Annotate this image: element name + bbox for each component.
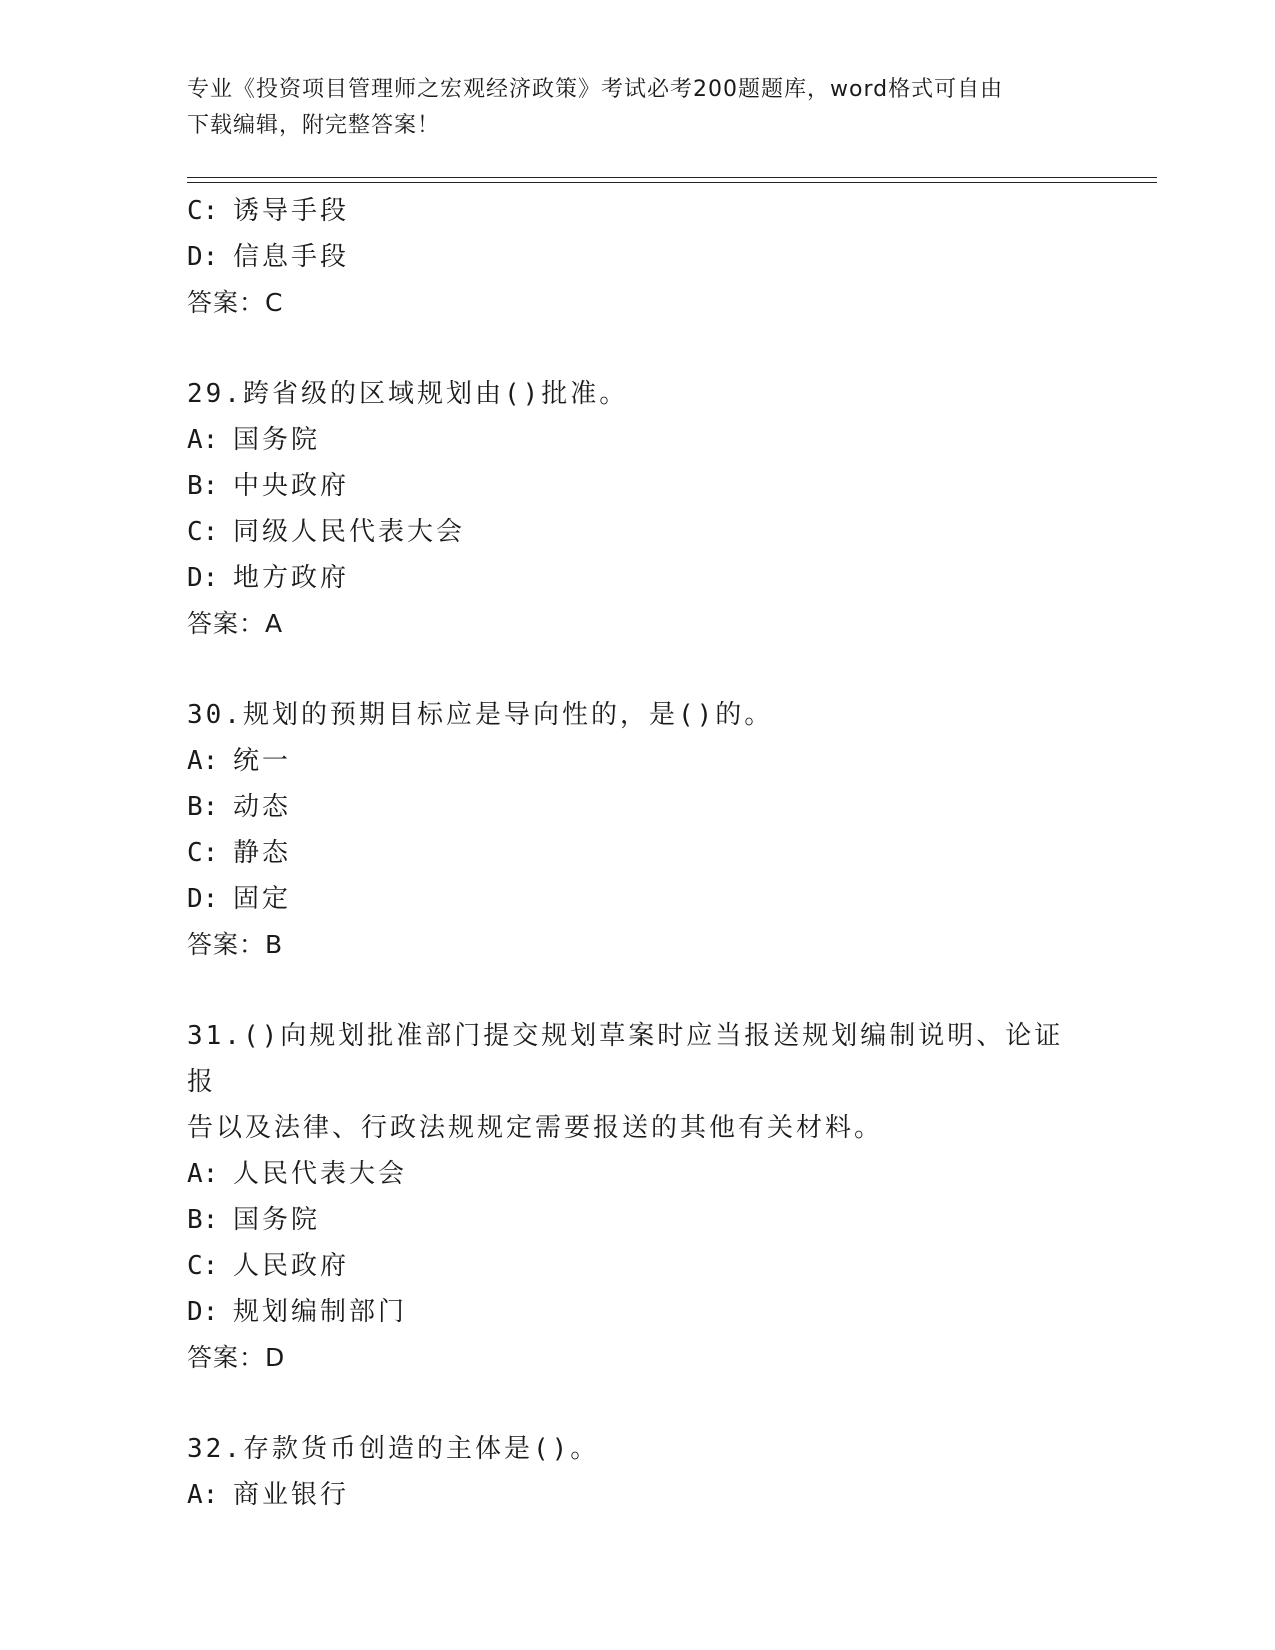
option-a <box>187 738 1087 784</box>
option-letter: C: <box>187 1251 219 1281</box>
option-b <box>187 1197 1087 1243</box>
answer-line: 答案：C <box>187 288 284 317</box>
option-b <box>187 784 1087 830</box>
question-stem: 32.存款货币创造的主体是()。 <box>187 1434 600 1464</box>
option-text: 动态 <box>233 792 292 822</box>
option-letter: D: <box>187 1297 219 1327</box>
option-d <box>187 555 1087 601</box>
option-text: 中央政府 <box>233 471 350 501</box>
question-stem-line-2: 告以及法律、行政法规规定需要报送的其他有关材料。 <box>187 1113 884 1143</box>
option-letter: A: <box>187 425 219 455</box>
option-text: 地方政府 <box>233 563 350 593</box>
option-a <box>187 417 1087 463</box>
option-c <box>187 509 1087 555</box>
option-text: 规划编制部门 <box>233 1297 408 1327</box>
option-a <box>187 1151 1087 1197</box>
option-letter: C: <box>187 838 219 868</box>
option-text: 固定 <box>233 884 292 914</box>
answer-line: 答案：D <box>187 1343 286 1372</box>
option-text: 静态 <box>233 838 292 868</box>
option-letter: C: <box>187 517 219 547</box>
option-letter: A: <box>187 1480 219 1510</box>
option-text: 人民代表大会 <box>233 1159 408 1189</box>
option-d <box>187 234 1087 280</box>
question-31 <box>187 1013 1087 1381</box>
option-letter: B: <box>187 1205 219 1235</box>
option-c <box>187 1243 1087 1289</box>
option-c <box>187 188 1087 234</box>
question-32 <box>187 1426 1087 1518</box>
option-text: 统一 <box>233 746 292 776</box>
option-text: 国务院 <box>233 425 321 455</box>
option-c <box>187 830 1087 876</box>
header-divider-bottom <box>187 182 1157 183</box>
question-30 <box>187 692 1087 968</box>
option-letter: B: <box>187 471 219 501</box>
option-b <box>187 463 1087 509</box>
header-line-1: 专业《投资项目管理师之宏观经济政策》考试必考200题题库，word格式可自由 <box>187 77 1004 102</box>
question-stem: 29.跨省级的区域规划由()批准。 <box>187 379 629 409</box>
question-list <box>187 188 1087 1518</box>
option-letter: A: <box>187 746 219 776</box>
header-divider-top <box>187 177 1157 178</box>
option-letter: C: <box>187 196 219 226</box>
document-header <box>187 72 1087 144</box>
option-text: 商业银行 <box>233 1480 350 1510</box>
option-letter: B: <box>187 792 219 822</box>
question-29 <box>187 371 1087 647</box>
option-letter: D: <box>187 884 219 914</box>
header-line-2: 下载编辑，附完整答案！ <box>187 113 441 138</box>
question-28-partial <box>187 188 1087 326</box>
option-text: 同级人民代表大会 <box>233 517 466 547</box>
answer-line: 答案：B <box>187 930 284 959</box>
answer-line: 答案：A <box>187 609 284 638</box>
option-d <box>187 1289 1087 1335</box>
option-text: 人民政府 <box>233 1251 350 1281</box>
option-letter: D: <box>187 242 219 272</box>
option-text: 信息手段 <box>233 242 350 272</box>
option-a <box>187 1472 1087 1518</box>
option-letter: D: <box>187 563 219 593</box>
option-text: 国务院 <box>233 1205 321 1235</box>
option-text: 诱导手段 <box>233 196 350 226</box>
question-stem: 30.规划的预期目标应是导向性的，是()的。 <box>187 700 774 730</box>
option-letter: A: <box>187 1159 219 1189</box>
option-d <box>187 876 1087 922</box>
question-stem-line-1: 31.()向规划批准部门提交规划草案时应当报送规划编制说明、论证报 <box>187 1021 1064 1097</box>
